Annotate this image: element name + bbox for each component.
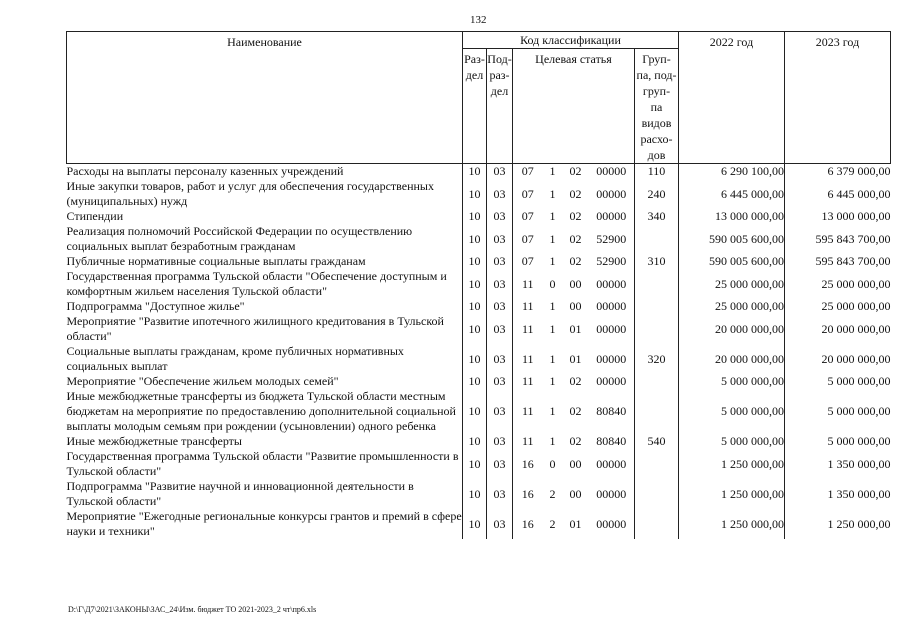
subprogram-code: 1 bbox=[549, 351, 556, 366]
direction-code: 52900 bbox=[596, 231, 627, 246]
subprogram-code: 1 bbox=[549, 299, 556, 313]
value-2023: 1 250 000,00 bbox=[785, 509, 891, 539]
subsection-code: 03 bbox=[487, 344, 513, 374]
row-name: Иные межбюджетные трансферты bbox=[66, 434, 242, 448]
direction-code: 00000 bbox=[596, 276, 627, 291]
row-name: Подпрограмма "Развитие научной и инновационной деятельности в Тульской области" bbox=[66, 479, 414, 508]
value-2023: 5 000 000,00 bbox=[785, 434, 891, 449]
expense-type-code bbox=[635, 479, 679, 509]
table-row bbox=[67, 209, 891, 224]
header-year-2023: 2023 год bbox=[785, 32, 891, 164]
section-code: 10 bbox=[463, 374, 487, 389]
direction-code: 00000 bbox=[596, 516, 627, 531]
section-code: 10 bbox=[463, 179, 487, 209]
program-code: 07 bbox=[513, 209, 543, 224]
section-code: 10 bbox=[463, 299, 487, 314]
value-2022: 5 000 000,00 bbox=[679, 389, 785, 434]
event-code: 00 bbox=[569, 456, 582, 471]
subsection-code: 03 bbox=[487, 269, 513, 299]
section-code: 10 bbox=[463, 209, 487, 224]
header-target-article: Целевая статья bbox=[513, 49, 635, 164]
subprogram-code: 2 bbox=[549, 486, 556, 501]
value-2022: 6 445 000,00 bbox=[679, 179, 785, 209]
value-2022: 1 250 000,00 bbox=[679, 449, 785, 479]
section-code: 10 bbox=[463, 254, 487, 269]
event-code: 02 bbox=[569, 231, 582, 246]
program-code: 11 bbox=[513, 344, 543, 374]
program-code: 16 bbox=[513, 509, 543, 539]
value-2022: 25 000 000,00 bbox=[679, 269, 785, 299]
value-2022: 5 000 000,00 bbox=[679, 434, 785, 449]
value-2022: 13 000 000,00 bbox=[679, 209, 785, 224]
value-2023: 6 445 000,00 bbox=[785, 179, 891, 209]
footer-file-path: D:\Г\Д7\2021\ЗАКОНЫ\ЗАС_24\Изм. бюджет ТО 2021-2023_2 чт\пр6.xls bbox=[68, 605, 317, 614]
expense-type-code bbox=[635, 269, 679, 299]
value-2023: 595 843 700,00 bbox=[785, 224, 891, 254]
event-code: 02 bbox=[569, 254, 582, 268]
value-2022: 5 000 000,00 bbox=[679, 374, 785, 389]
row-name: Мероприятие "Развитие ипотечного жилищного кредитования в Тульской области" bbox=[66, 314, 444, 343]
subprogram-code: 0 bbox=[549, 276, 556, 291]
table-row bbox=[67, 299, 891, 314]
value-2023: 5 000 000,00 bbox=[785, 374, 891, 389]
value-2023: 13 000 000,00 bbox=[785, 209, 891, 224]
subsection-code: 03 bbox=[487, 164, 513, 180]
value-2023: 5 000 000,00 bbox=[785, 389, 891, 434]
table-row bbox=[67, 389, 891, 434]
expense-type-code: 110 bbox=[635, 164, 679, 180]
event-code: 02 bbox=[569, 404, 582, 418]
program-code: 16 bbox=[513, 449, 543, 479]
expense-type-code bbox=[635, 224, 679, 254]
row-name: Иные межбюджетные трансферты из бюджета Тульской области местным бюджетам на мероприятие по предоставлению дополнительной социальной выплаты молодым семьям при рождении (усыновлении) одного ребенка bbox=[66, 389, 456, 433]
subsection-code: 03 bbox=[487, 314, 513, 344]
subprogram-code: 1 bbox=[549, 164, 556, 178]
value-2022: 25 000 000,00 bbox=[679, 299, 785, 314]
expense-type-code: 310 bbox=[635, 254, 679, 269]
direction-code: 00000 bbox=[596, 456, 627, 471]
header-section: Раз- дел bbox=[463, 49, 487, 164]
section-code: 10 bbox=[463, 434, 487, 449]
event-code: 02 bbox=[569, 374, 582, 388]
direction-code: 00000 bbox=[596, 209, 627, 223]
header-year-2022: 2022 год bbox=[679, 32, 785, 164]
value-2023: 20 000 000,00 bbox=[785, 344, 891, 374]
section-code: 10 bbox=[463, 164, 487, 180]
table-header bbox=[67, 32, 891, 164]
subprogram-code: 1 bbox=[549, 404, 556, 418]
program-code: 11 bbox=[513, 299, 543, 314]
direction-code: 00000 bbox=[596, 351, 627, 366]
table-row bbox=[67, 434, 891, 449]
value-2022: 1 250 000,00 bbox=[679, 509, 785, 539]
event-code: 02 bbox=[569, 186, 582, 201]
budget-table bbox=[66, 31, 891, 539]
row-name: Публичные нормативные социальные выплаты гражданам bbox=[66, 254, 366, 268]
section-code: 10 bbox=[463, 344, 487, 374]
row-name: Социальные выплаты гражданам, кроме публичных нормативных социальных выплат bbox=[66, 344, 404, 373]
table-row bbox=[67, 314, 891, 344]
program-code: 11 bbox=[513, 269, 543, 299]
value-2023: 1 350 000,00 bbox=[785, 479, 891, 509]
event-code: 00 bbox=[569, 299, 582, 313]
row-name: Стипендии bbox=[66, 209, 124, 223]
row-name: Расходы на выплаты персоналу казенных учреждений bbox=[66, 164, 344, 178]
subsection-code: 03 bbox=[487, 209, 513, 224]
value-2022: 590 005 600,00 bbox=[679, 224, 785, 254]
event-code: 01 bbox=[569, 321, 582, 336]
expense-type-code bbox=[635, 374, 679, 389]
row-name: Государственная программа Тульской области "Развитие промышленности в Тульской области" bbox=[66, 449, 459, 478]
subprogram-code: 1 bbox=[549, 209, 556, 223]
table-row bbox=[67, 509, 891, 539]
table-body bbox=[67, 164, 891, 540]
value-2022: 590 005 600,00 bbox=[679, 254, 785, 269]
program-code: 11 bbox=[513, 389, 543, 434]
value-2022: 20 000 000,00 bbox=[679, 344, 785, 374]
subsection-code: 03 bbox=[487, 224, 513, 254]
subprogram-code: 1 bbox=[549, 254, 556, 268]
subprogram-code: 1 bbox=[549, 186, 556, 201]
subsection-code: 03 bbox=[487, 449, 513, 479]
row-name: Мероприятие "Обеспечение жильем молодых семей" bbox=[66, 374, 339, 388]
subprogram-code: 1 bbox=[549, 231, 556, 246]
subsection-code: 03 bbox=[487, 254, 513, 269]
header-classification: Код классификации bbox=[463, 32, 679, 49]
value-2023: 25 000 000,00 bbox=[785, 269, 891, 299]
direction-code: 00000 bbox=[596, 299, 627, 313]
expense-type-code: 540 bbox=[635, 434, 679, 449]
header-subsection: Под- раз- дел bbox=[487, 49, 513, 164]
event-code: 01 bbox=[569, 516, 582, 531]
subsection-code: 03 bbox=[487, 434, 513, 449]
direction-code: 80840 bbox=[596, 434, 627, 448]
subprogram-code: 2 bbox=[549, 516, 556, 531]
expense-type-code: 240 bbox=[635, 179, 679, 209]
expense-type-code: 340 bbox=[635, 209, 679, 224]
expense-type-code bbox=[635, 314, 679, 344]
table-row bbox=[67, 269, 891, 299]
program-code: 11 bbox=[513, 374, 543, 389]
direction-code: 80840 bbox=[596, 404, 627, 418]
direction-code: 00000 bbox=[596, 164, 627, 178]
subsection-code: 03 bbox=[487, 299, 513, 314]
table-row bbox=[67, 479, 891, 509]
section-code: 10 bbox=[463, 269, 487, 299]
program-code: 07 bbox=[513, 224, 543, 254]
header-name: Наименование bbox=[67, 32, 463, 164]
section-code: 10 bbox=[463, 479, 487, 509]
program-code: 16 bbox=[513, 479, 543, 509]
value-2023: 595 843 700,00 bbox=[785, 254, 891, 269]
row-name: Иные закупки товаров, работ и услуг для обеспечения государственных (муниципальных) нужд bbox=[66, 179, 434, 208]
expense-type-code bbox=[635, 509, 679, 539]
value-2022: 20 000 000,00 bbox=[679, 314, 785, 344]
program-code: 11 bbox=[513, 434, 543, 449]
event-code: 02 bbox=[569, 434, 582, 448]
value-2023: 6 379 000,00 bbox=[785, 164, 891, 180]
subsection-code: 03 bbox=[487, 389, 513, 434]
expense-type-code: 320 bbox=[635, 344, 679, 374]
table-row bbox=[67, 344, 891, 374]
value-2023: 25 000 000,00 bbox=[785, 299, 891, 314]
subprogram-code: 1 bbox=[549, 374, 556, 388]
event-code: 02 bbox=[569, 209, 582, 223]
subprogram-code: 1 bbox=[549, 434, 556, 448]
event-code: 02 bbox=[569, 164, 582, 178]
subsection-code: 03 bbox=[487, 509, 513, 539]
section-code: 10 bbox=[463, 389, 487, 434]
table-row bbox=[67, 254, 891, 269]
section-code: 10 bbox=[463, 224, 487, 254]
subsection-code: 03 bbox=[487, 479, 513, 509]
direction-code: 00000 bbox=[596, 486, 627, 501]
row-name: Государственная программа Тульской области "Обеспечение доступным и комфортным жильем населения Тульской области" bbox=[66, 269, 447, 298]
direction-code: 00000 bbox=[596, 374, 627, 388]
program-code: 07 bbox=[513, 179, 543, 209]
event-code: 00 bbox=[569, 276, 582, 291]
subprogram-code: 1 bbox=[549, 321, 556, 336]
direction-code: 00000 bbox=[596, 321, 627, 336]
section-code: 10 bbox=[463, 509, 487, 539]
direction-code: 52900 bbox=[596, 254, 627, 268]
subsection-code: 03 bbox=[487, 374, 513, 389]
value-2022: 1 250 000,00 bbox=[679, 479, 785, 509]
expense-type-code bbox=[635, 299, 679, 314]
section-code: 10 bbox=[463, 449, 487, 479]
header-expense-group: Груп- па, под- груп- па видов расхо- дов bbox=[635, 49, 679, 164]
expense-type-code bbox=[635, 449, 679, 479]
program-code: 07 bbox=[513, 164, 543, 180]
value-2022: 6 290 100,00 bbox=[679, 164, 785, 180]
event-code: 01 bbox=[569, 351, 582, 366]
page-number: 132 bbox=[470, 14, 487, 26]
program-code: 11 bbox=[513, 314, 543, 344]
subsection-code: 03 bbox=[487, 179, 513, 209]
table-row bbox=[67, 449, 891, 479]
row-name: Реализация полномочий Российской Федерации по осуществлению социальных выплат безработным гражданам bbox=[66, 224, 413, 253]
direction-code: 00000 bbox=[596, 186, 627, 201]
subprogram-code: 0 bbox=[549, 456, 556, 471]
table-row bbox=[67, 164, 891, 180]
expense-type-code bbox=[635, 389, 679, 434]
table-row bbox=[67, 179, 891, 209]
row-name: Мероприятие "Ежегодные региональные конкурсы грантов и премий в сфере науки и техники" bbox=[66, 509, 462, 538]
event-code: 00 bbox=[569, 486, 582, 501]
table-row bbox=[67, 224, 891, 254]
section-code: 10 bbox=[463, 314, 487, 344]
value-2023: 20 000 000,00 bbox=[785, 314, 891, 344]
row-name: Подпрограмма "Доступное жилье" bbox=[66, 299, 245, 313]
program-code: 07 bbox=[513, 254, 543, 269]
value-2023: 1 350 000,00 bbox=[785, 449, 891, 479]
table-row bbox=[67, 374, 891, 389]
